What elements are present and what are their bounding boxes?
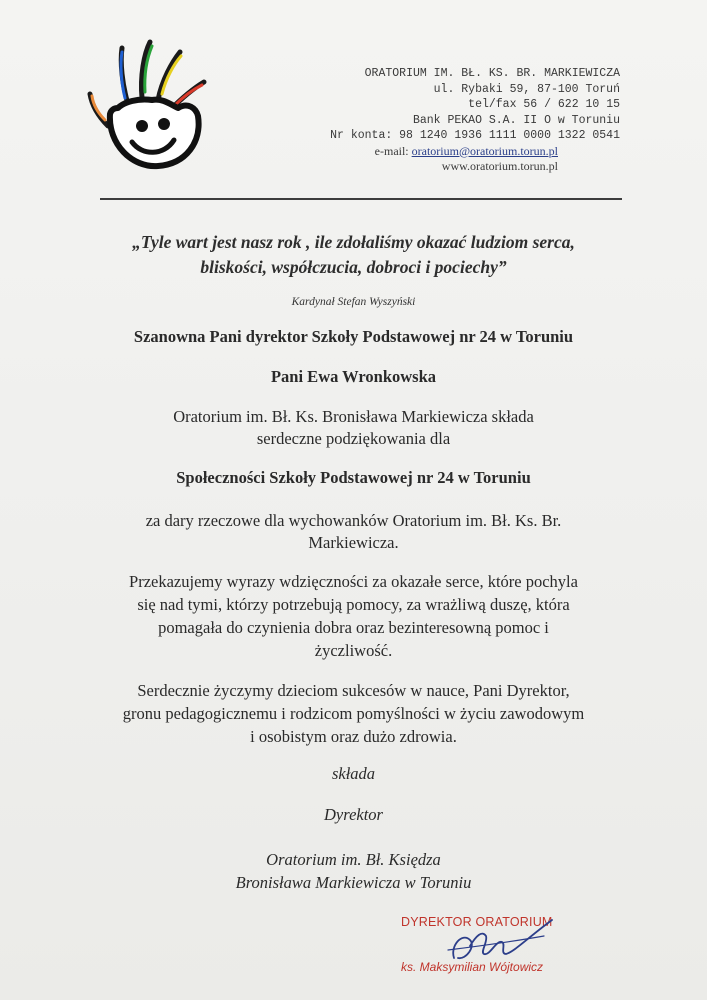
quote-line: „Tyle wart jest nasz rok , ile zdołaliśmy okazać ludziom serca,: [132, 232, 575, 252]
quote-author: Kardynał Stefan Wyszyński: [291, 296, 416, 308]
quote: [40, 230, 667, 280]
community-heading: Społeczności Szkoły Podstawowej nr 24 w Toruniu: [176, 468, 531, 487]
email-line: [250, 144, 620, 160]
paragraph-line: życzliwość.: [314, 641, 393, 660]
email-label: e-mail:: [374, 143, 412, 158]
stamp-name: ks. Maksymilian Wójtowicz: [401, 960, 544, 974]
bank: Bank PEKAO S.A. II O w Toruniu: [412, 113, 620, 127]
paragraph-line: i osobistym oraz dużo zdrowia.: [250, 727, 457, 746]
paragraph-line: Przekazujemy wyrazy wdzięczności za okazałe serce, które pochyla: [129, 572, 578, 591]
org-name: ORATORIUM IM. BŁ. KS. BR. MARKIEWICZA: [364, 67, 620, 80]
quote-line: bliskości, współczucia, dobroci i pociechy”: [200, 257, 507, 277]
paragraph-line: Serdecznie życzymy dzieciom sukcesów w nauce, Pani Dyrektor,: [137, 681, 570, 700]
letterhead: [250, 66, 620, 175]
paragraph-line: pomagała do czynienia dobra oraz bezinteresowną pomoc i: [158, 618, 549, 637]
address: ul. Rybaki 59, 87-100 Toruń: [433, 82, 620, 96]
account-number: Nr konta: 98 1240 1936 1111 0000 1322 0541: [330, 129, 620, 142]
closing-organization: [40, 848, 667, 894]
paragraph-line: się nad tymi, którzy potrzebują pomocy, za wrażliwą duszę, która: [137, 595, 570, 614]
phone: tel/fax 56 / 622 10 15: [468, 98, 620, 111]
paragraph-line: serdeczne podziękowania dla: [256, 429, 451, 448]
paragraph: [40, 570, 667, 662]
paragraph-line: gronu pedagogicznemu i rodzicom pomyślności w życiu zawodowym: [122, 704, 585, 723]
website-link[interactable]: www.oratorium.torun.pl: [441, 159, 558, 173]
paragraph-line: Markiewicza.: [308, 533, 399, 552]
closing-line: Oratorium im. Bł. Księdza: [266, 850, 441, 869]
paragraph: [40, 406, 667, 450]
closing-line: Bronisława Markiewicza w Toruniu: [235, 873, 472, 892]
recipient-name: Pani Ewa Wronkowska: [270, 367, 437, 386]
header-divider: [100, 198, 622, 200]
paragraph-line: Oratorium im. Bł. Ks. Bronisława Markiewicza składa: [173, 407, 534, 426]
addressee: Szanowna Pani dyrektor Szkoły Podstawowej nr 24 w Toruniu: [133, 327, 574, 346]
closing-sklada: składa: [331, 764, 376, 783]
paragraph-line: za dary rzeczowe dla wychowanków Oratorium im. Bł. Ks. Br.: [145, 511, 562, 530]
closing-dyrektor: Dyrektor: [324, 805, 383, 824]
paragraph: [40, 510, 667, 554]
email-link[interactable]: oratorium@oratorium.torun.pl: [411, 143, 558, 158]
stamp-title: DYREKTOR ORATORIUM: [401, 915, 553, 929]
paragraph: [40, 679, 667, 748]
hand-smiley-logo-icon: [78, 32, 218, 172]
